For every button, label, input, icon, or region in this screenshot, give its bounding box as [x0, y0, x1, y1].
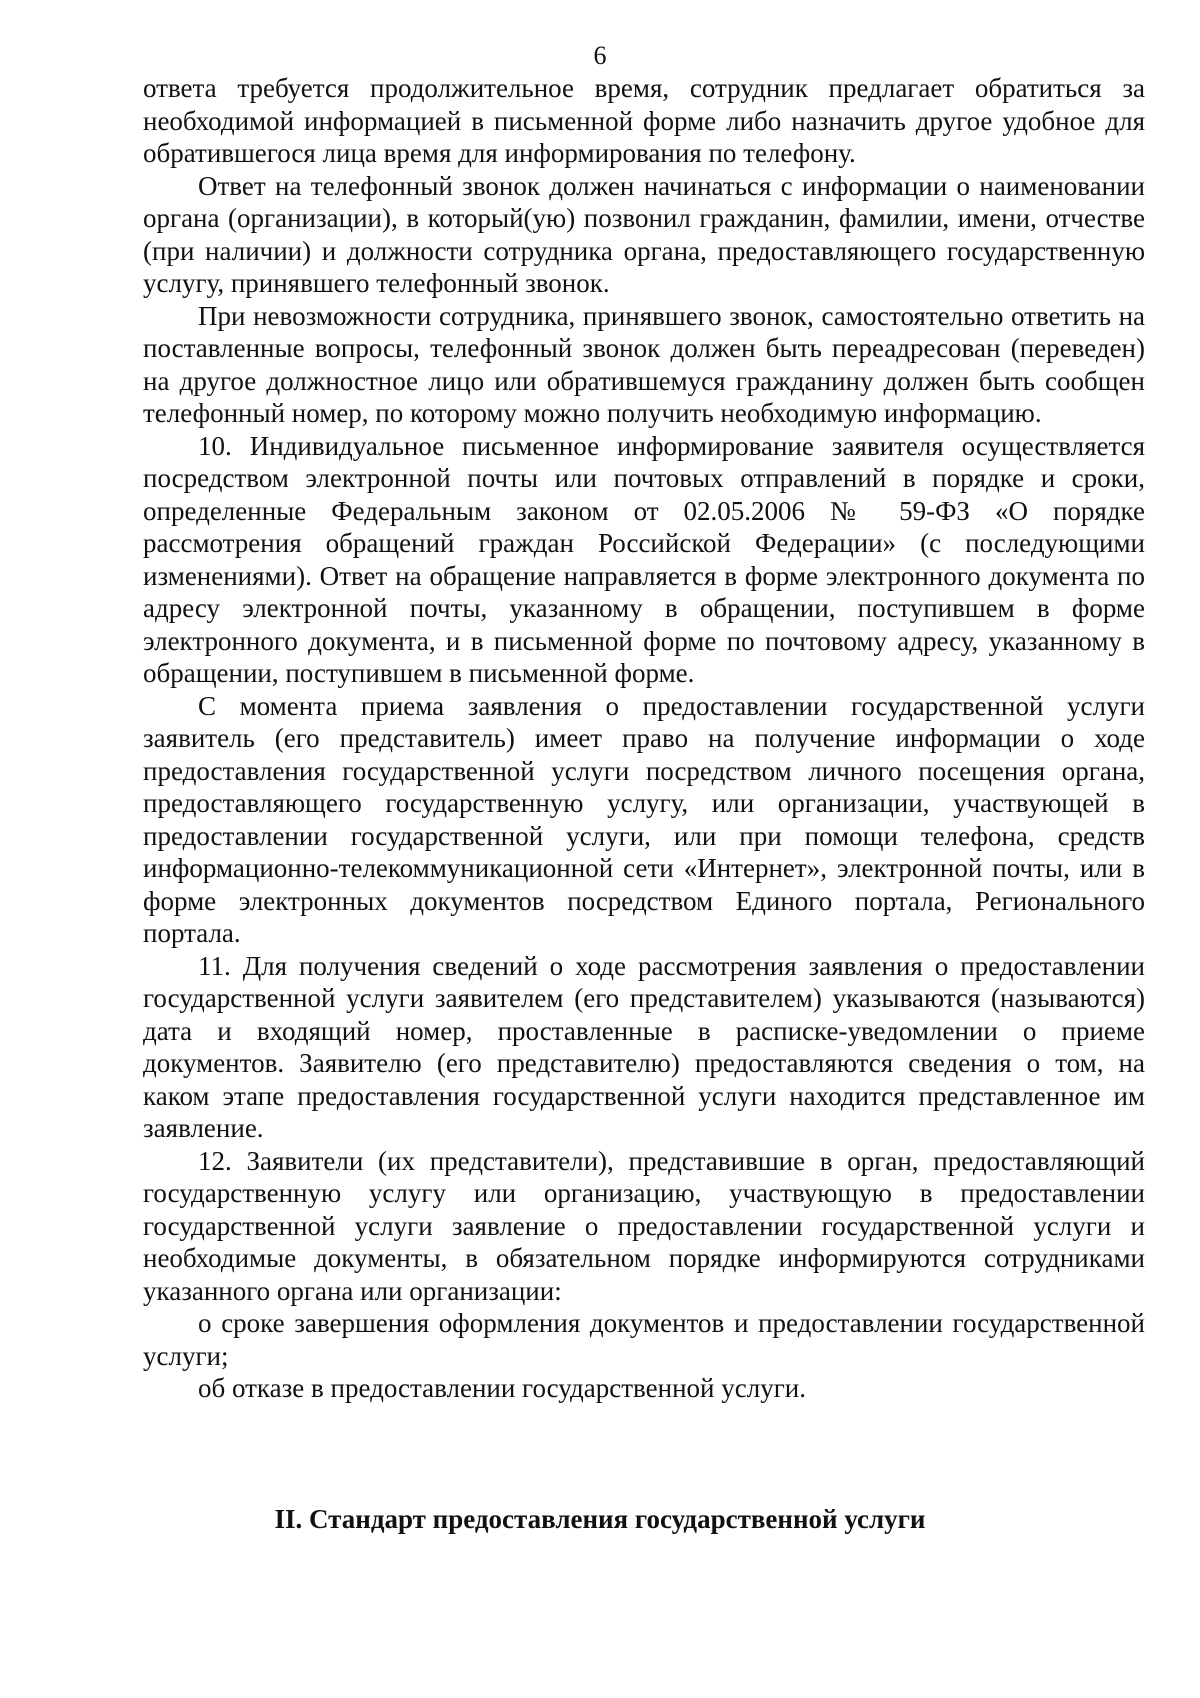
section-heading: II. Стандарт предоставления государственной услуги: [274, 1504, 926, 1534]
paragraph-phone-answer: Ответ на телефонный звонок должен начинаться с информации о наименовании органа (организации), в который(ую) позвонил гражданин, фамилии, имени, отчестве (при наличии) и должности сотрудника органа, предоставляющего государственную услугу, принявшего телефонный звонок.: [143, 170, 1145, 298]
list-item-deadline: о сроке завершения оформления документов и предоставлении государственной услуги;: [143, 1308, 1145, 1371]
paragraph-continuation: ответа требуется продолжительное время, сотрудник предлагает обратиться за необходимой информацией в письменной форме либо назначить другое удобное для обратившегося лица время для информирования по телефону.: [143, 73, 1145, 168]
paragraph-progress-info: С момента приема заявления о предоставлении государственной услуги заявитель (его представитель) имеет право на получение информации о ходе предоставления государственной услуги посредством личного посещения органа, предоставляющего государственную услугу, или организации, участвующей в предоставлении государственной услуги, или при помощи телефона, средств информационно-телекоммуникационной сети «Интернет», электронной почты, или в форме электронных документов посредством Единого портала, Регионального портала.: [143, 690, 1145, 948]
paragraph-item-11: 11. Для получения сведений о ходе рассмотрения заявления о предоставлении государственной услуги заявителем (его представителем) указываются (называются) дата и входящий номер, проставленные в расписке-уведомлении о приеме документов. Заявителю (его представителю) предоставляются сведения о том, на каком этапе предоставления государственной услуги находится представленное им заявление.: [143, 950, 1145, 1143]
paragraph-item-10: 10. Индивидуальное письменное информирование заявителя осуществляется посредством электронной почты или почтовых отправлений в порядке и сроки, определенные Федеральным законом от 02.05.2006 № 59-ФЗ «О порядке рассмотрения обращений граждан Российской Федерации» (с последующими изменениями). Ответ на обращение направляется в форме электронного документа по адресу электронной почты, указанному в обращении, поступившем в форме электронного документа, и в письменной форме по почтовому адресу, указанному в обращении, поступившем в письменной форме.: [143, 430, 1145, 688]
paragraph-call-redirect: При невозможности сотрудника, принявшего звонок, самостоятельно ответить на поставленные вопросы, телефонный звонок должен быть переадресован (переведен) на другое должностное лицо или обратившемуся гражданину должен быть сообщен телефонный номер, по которому можно получить необходимую информацию.: [143, 300, 1145, 428]
list-item-refusal: об отказе в предоставлении государственной услуги.: [198, 1373, 806, 1403]
paragraph-item-12: 12. Заявители (их представители), представившие в орган, предоставляющий государственную услугу или организацию, участвующую в предоставлении государственной услуги заявление о предоставлении государственной услуги и необходимые документы, в обязательном порядке информируются сотрудниками указанного органа или организации:: [143, 1145, 1145, 1306]
page-number: 6: [593, 41, 607, 70]
document-body: [143, 72, 1145, 1405]
